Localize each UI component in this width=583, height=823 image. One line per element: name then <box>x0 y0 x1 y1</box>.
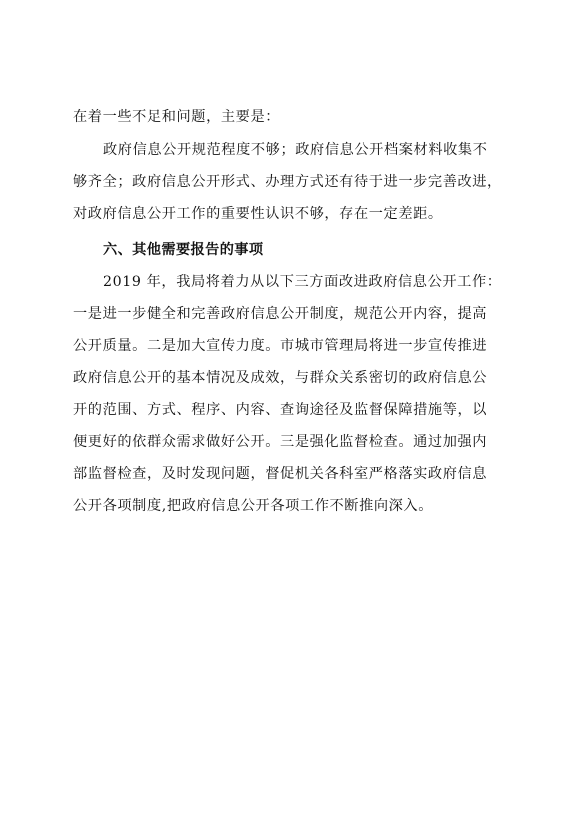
plan-line-6: 便更好的依群众需求做好公开。三是强化监督检查。通过加强内 <box>73 434 488 450</box>
plan-line-8: 公开各项制度,把政府信息公开各项工作不断推向深入。 <box>73 498 434 514</box>
plan-line-5: 开的范围、方式、程序、内容、查询途径及监督保障措施等，以 <box>73 402 488 418</box>
plan-line-2: 一是进一步健全和完善政府信息公开制度，规范公开内容，提高 <box>73 306 488 322</box>
plan-line-1: 2019 年，我局将着力从以下三方面改进政府信息公开工作： <box>103 274 502 290</box>
problems-line-3: 对政府信息公开工作的重要性认识不够，存在一定差距。 <box>73 206 443 222</box>
plan-line-7: 部监督检查，及时发现问题，督促机关各科室严格落实政府信息 <box>73 466 488 482</box>
plan-line-4: 政府信息公开的基本情况及成效，与群众关系密切的政府信息公 <box>73 370 488 386</box>
problems-line-2: 够齐全；政府信息公开形式、办理方式还有待于进一步完善改进， <box>73 174 502 190</box>
problems-line-1: 政府信息公开规范程度不够；政府信息公开档案材料收集不 <box>103 142 488 158</box>
section-heading: 六、其他需要报告的事项 <box>103 242 264 258</box>
plan-line-3: 公开质量。二是加大宣传力度。市城市管理局将进一步宣传推进 <box>73 338 488 354</box>
intro-tail-line: 在着一些不足和问题，主要是： <box>73 109 281 125</box>
